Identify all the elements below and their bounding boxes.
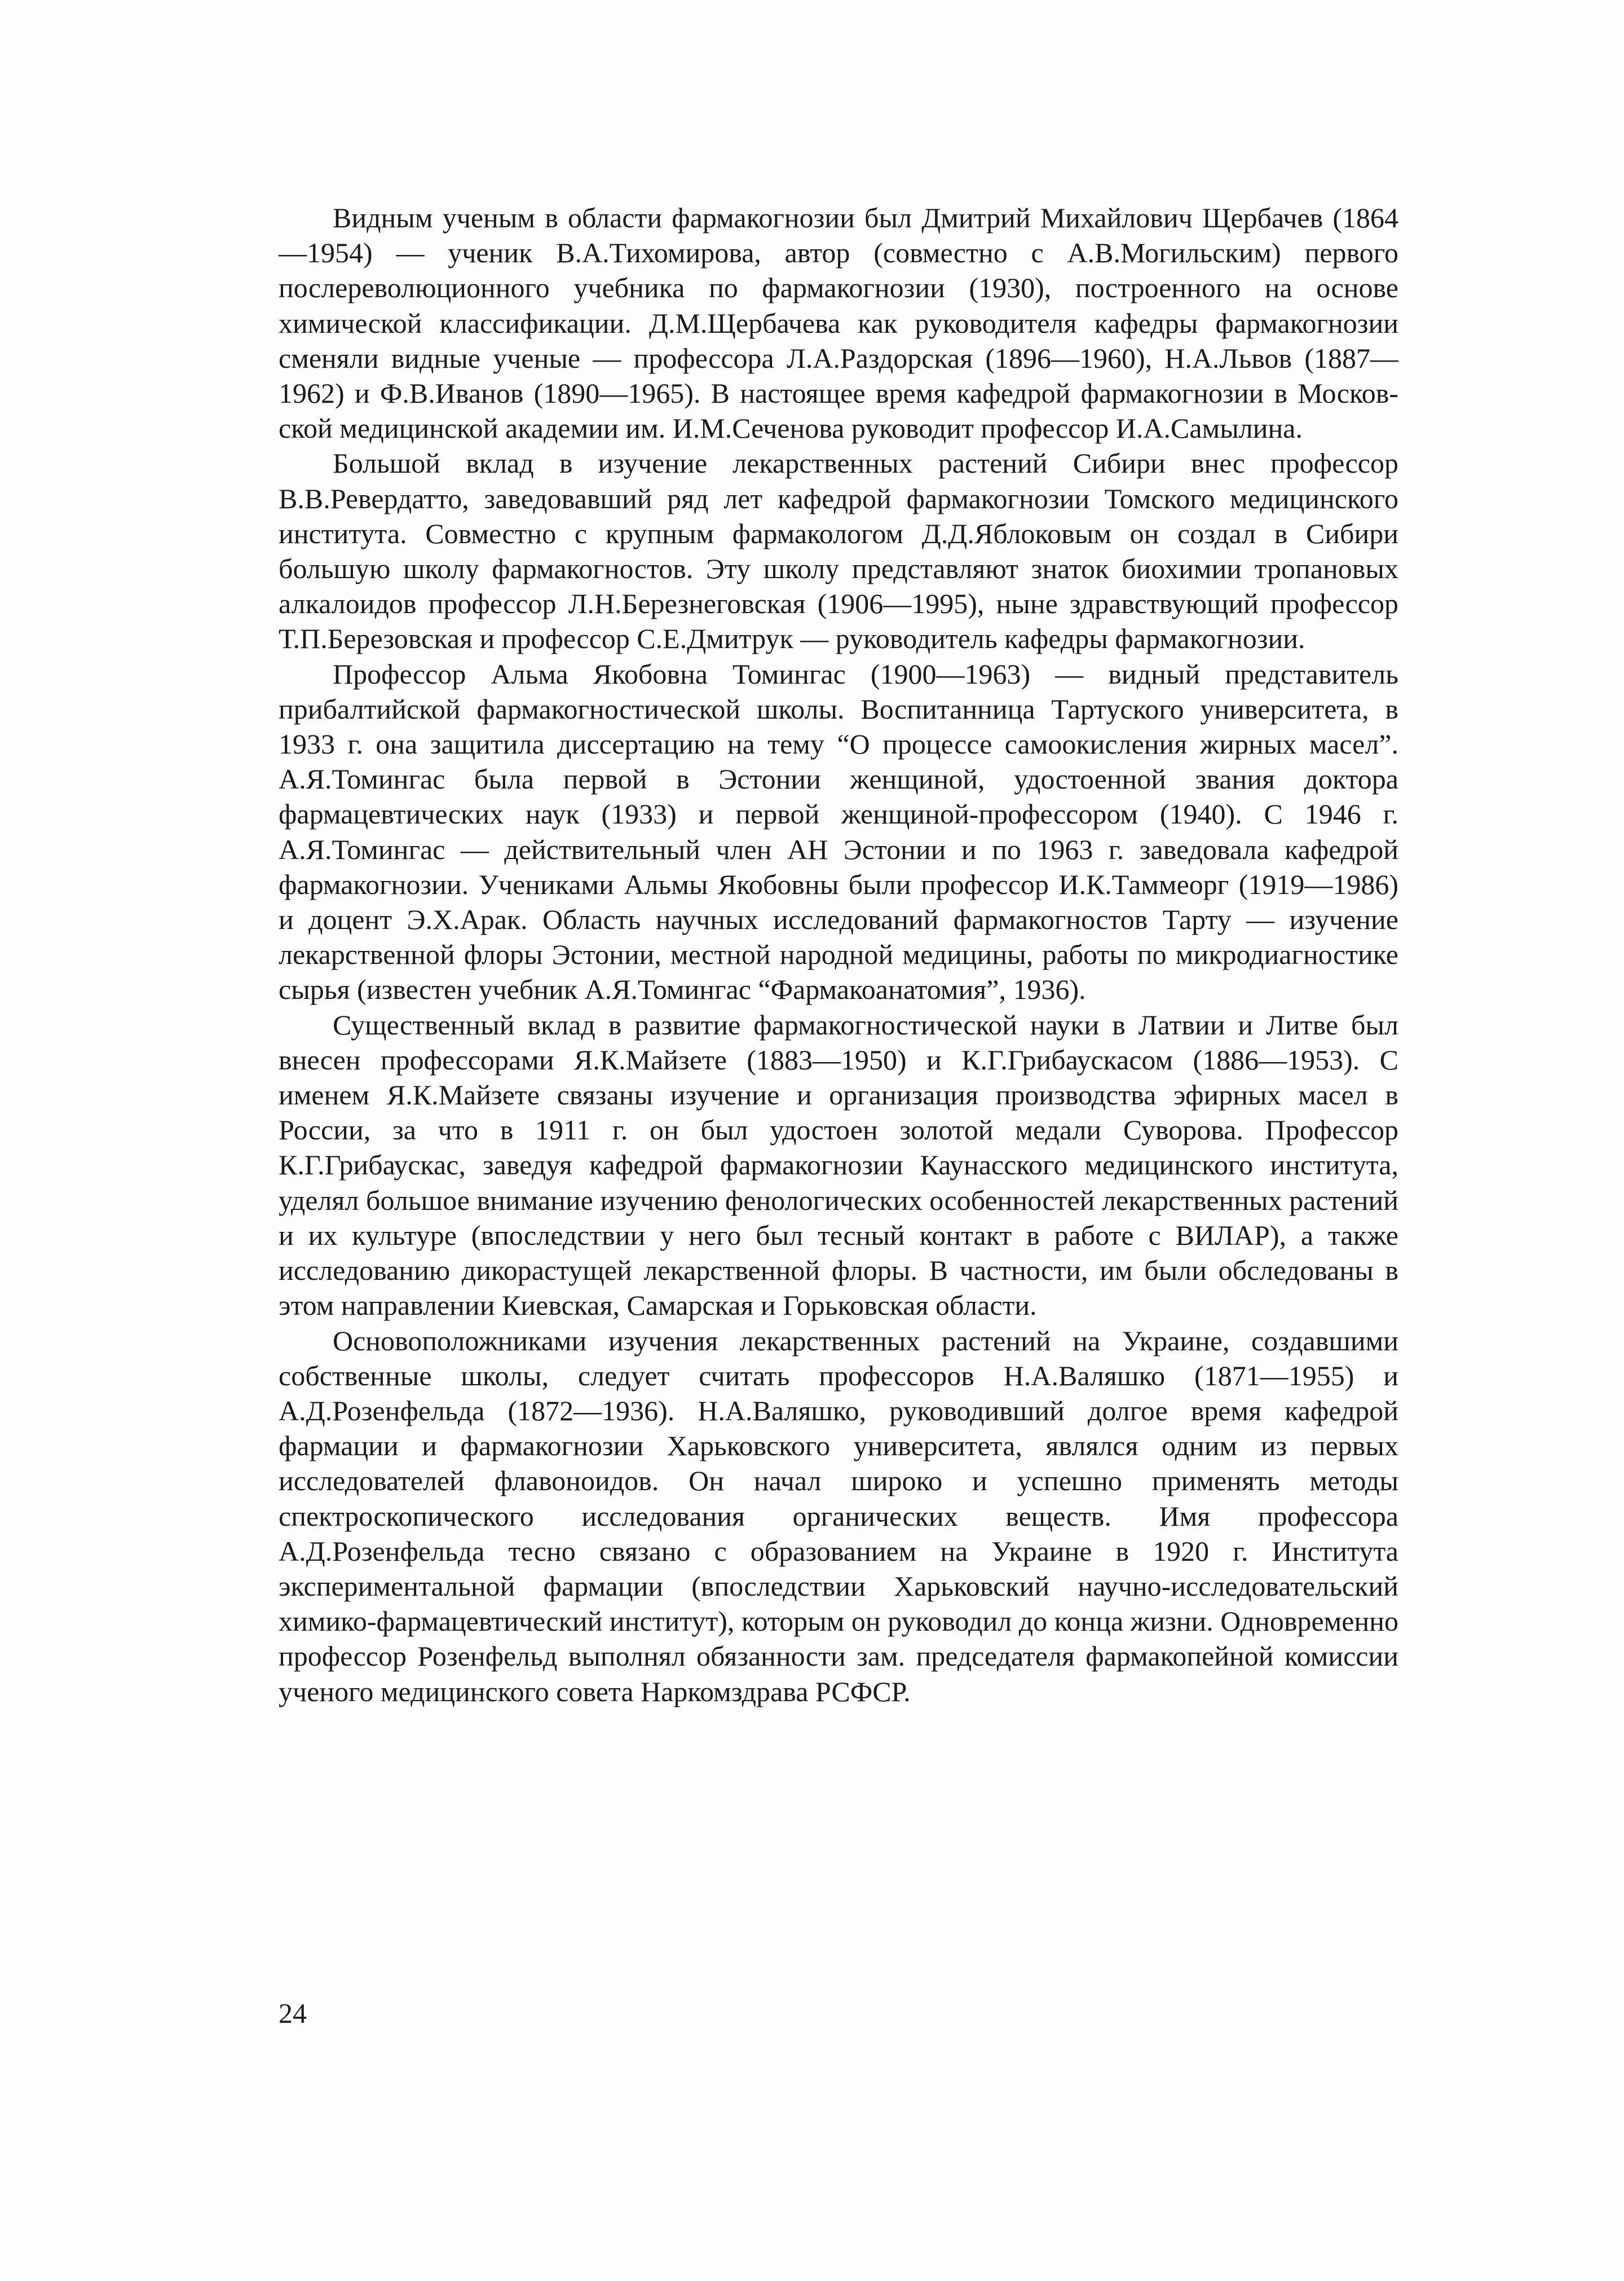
paragraph-latvia-lithuania: Существенный вклад в развитие фармакогностической науки в Латвии и Литве был внесен профессорами Я.К.Майзете (1883—1950) и К.Г.Грибаускасом (1886—1953). С именем Я.К.Майзете связаны изучение и организация производства эфирных масел в России, за что в 1911 г. он был удостоен золотой медали Суворова. Профессор К.Г.Грибаускас, заведуя кафедрой фармакогнозии Каунасского медицинского института, уделял большое внимание изучению фенологических особенностей лекарственных растений и их культуре (впоследствии у него был тесный контакт в работе с ВИЛАР), а также исследованию дикорастущей лекарственной флоры. В частности, им были обследованы в этом направлении Киевская, Самарская и Горьковская области. (279, 1009, 1398, 1322)
paragraph-tomingas: Профессор Альма Якобовна Томингас (1900—1963) — видный представитель прибалтийской фармакогностической школы. Воспитанница Тартуского университета, в 1933 г. она защитила диссертацию на тему “О процессе самоокисления жирных масел”. А.Я.Томингас была первой в Эстонии женщиной, удостоенной звания доктора фармацевтических наук (1933) и первой женщиной-профессором (1940). С 1946 г. А.Я.Томингас — действительный член АН Эстонии и по 1963 г. заведовала кафедрой фармакогнозии. Учениками Альмы Якобовны были профессор И.К.Таммеорг (1919—1986) и доцент Э.Х.Арак. Область научных исследований фармакогностов Тарту — изучение лекарственной флоры Эстонии, местной народной медицины, работы по микродиагностике сырья (известен учебник А.Я.Томингас “Фармакоанатомия”, 1936). (279, 658, 1398, 1006)
paragraph-siberia: Большой вклад в изучение лекарственных растений Сибири внес профессор В.В.Ревердатто, заведовавший ряд лет кафедрой фармакогнозии Томского медицинского института. Совместно с крупным фармакологом Д.Д.Яблоковым он создал в Сибири большую школу фармакогностов. Эту школу представляют знаток биохимии тропановых алкалоидов профессор Л.Н.Березнеговская (1906—1995), ныне здравствующий профессор Т.П.Березовская и профессор С.Е.Дмитрук — руководитель кафедры фармакогнозии. (279, 447, 1398, 655)
paragraph-shcherbachev: Видным ученым в области фармакогнозии был Дмитрий Михайлович Щербачев (1864—1954) — ученик В.А.Тихомирова, автор (совместно с А.В.Могильским) первого послереволюционного учебника по фармакогнозии (1930), построенного на основе химической классификации. Д.М.Щербачева как руководителя кафедры фармакогнозии сменяли видные ученые — профессора Л.А.Раздорская (1896—1960), Н.А.Львов (1887—1962) и Ф.В.Иванов (1890—1965). В настоящее время кафедрой фармакогнозии в Московской медицинской академии им. И.М.Сеченова руководит профессор И.А.Самылина. (279, 202, 1398, 444)
paragraph-ukraine: Основоположниками изучения лекарственных растений на Украине, создавшими собственные школы, следует считать профессоров Н.А.Валяшко (1871—1955) и А.Д.Розенфельда (1872—1936). Н.А.Валяшко, руководивший долгое время кафедрой фармации и фармакогнозии Харьковского университета, являлся одним из первых исследователей флавоноидов. Он начал широко и успешно применять методы спектроскопического исследования органических веществ. Имя профессора А.Д.Розенфельда тесно связано с образованием на Украине в 1920 г. Института экспериментальной фармации (впоследствии Харьковский научно-исследовательский химико-фармацевтический институт), которым он руководил до конца жизни. Одновременно профессор Розенфельд выполнял обязанности зам. председателя фармакопейной комиссии ученого медицинского совета Наркомздрава РСФСР. (279, 1324, 1399, 1707)
body-text (279, 200, 1398, 1709)
page-number: 24 (279, 1997, 307, 2029)
